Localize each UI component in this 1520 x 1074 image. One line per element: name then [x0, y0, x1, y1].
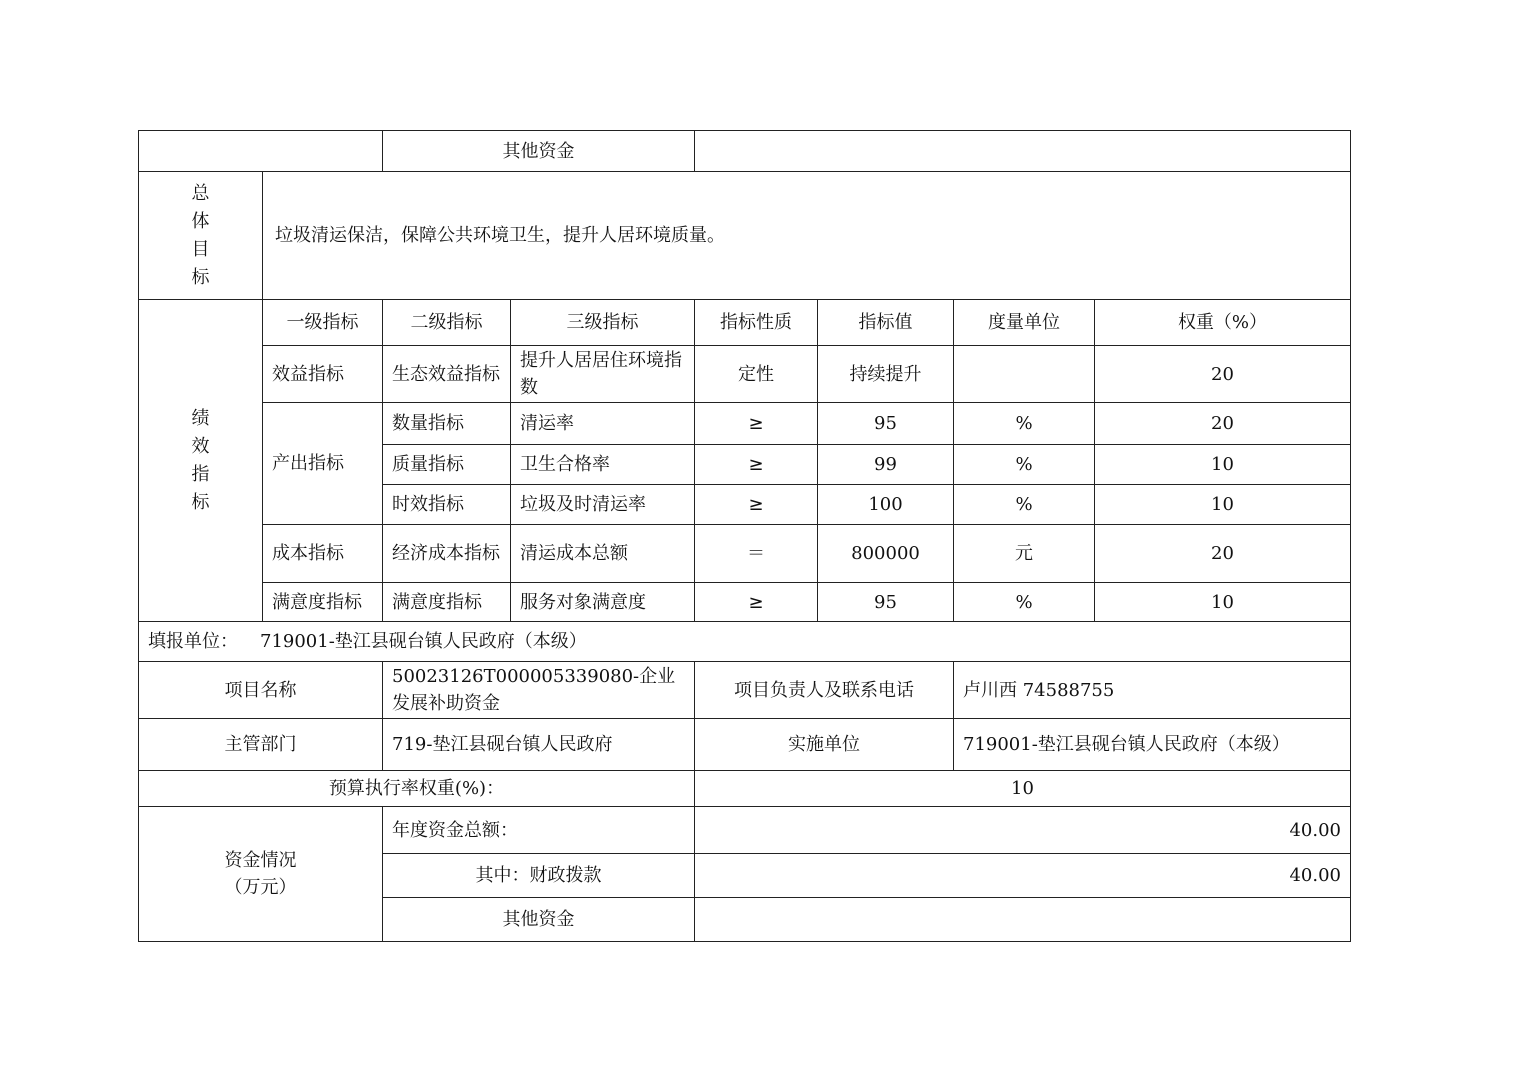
- goal-row: [139, 172, 1351, 300]
- unit-cell: %: [954, 583, 1095, 622]
- table-row: [139, 346, 1351, 403]
- value-cell: 99: [818, 445, 954, 485]
- annual-total-value: 40.00: [695, 807, 1351, 854]
- reporting-unit: [139, 622, 1351, 662]
- weight-cell: 10: [1095, 485, 1351, 525]
- dept-row: [139, 719, 1351, 771]
- goal-label: 总 体 目 标: [139, 172, 263, 300]
- reporting-unit-value: 719001-垫江县砚台镇人民政府（本级）: [260, 631, 587, 652]
- level1-output: 产出指标: [263, 403, 383, 525]
- project-name-value: 50023126T000005339080-企业发展补助资金: [383, 662, 695, 719]
- funds-total-row: [139, 807, 1351, 854]
- nature-cell: ≥: [695, 445, 818, 485]
- weight-cell: 20: [1095, 346, 1351, 403]
- annual-total-label: 年度资金总额：: [383, 807, 695, 854]
- level2-cell: 数量指标: [383, 403, 511, 445]
- impl-unit-label: 实施单位: [695, 719, 954, 771]
- project-name-row: [139, 662, 1351, 719]
- header-level1: 一级指标: [263, 300, 383, 346]
- weight-cell: 20: [1095, 403, 1351, 445]
- level2-cell: 经济成本指标: [383, 525, 511, 583]
- performance-target-form: [138, 130, 1350, 942]
- reporting-unit-row: [139, 622, 1351, 662]
- nature-cell: ＝: [695, 525, 818, 583]
- budget-rate-row: [139, 771, 1351, 807]
- project-name-label: 项目名称: [139, 662, 383, 719]
- goal-text: 垃圾清运保洁，保障公共环境卫生，提升人居环境质量。: [263, 172, 1351, 300]
- header-value: 指标值: [818, 300, 954, 346]
- budget-rate-value: 10: [695, 771, 1351, 807]
- level1-benefit: 效益指标: [263, 346, 383, 403]
- dept-value: 719-垫江县砚台镇人民政府: [383, 719, 695, 771]
- top-other-funds-value: [695, 131, 1351, 172]
- header-weight: 权重（%）: [1095, 300, 1351, 346]
- header-level3: 三级指标: [511, 300, 695, 346]
- table-row: [139, 583, 1351, 622]
- other-funds-label: 其他资金: [383, 898, 695, 942]
- other-funds-value: [695, 898, 1351, 942]
- value-cell: 持续提升: [818, 346, 954, 403]
- value-cell: 800000: [818, 525, 954, 583]
- dept-label: 主管部门: [139, 719, 383, 771]
- weight-cell: 10: [1095, 583, 1351, 622]
- nature-cell: ≥: [695, 403, 818, 445]
- weight-cell: 20: [1095, 525, 1351, 583]
- unit-cell: [954, 346, 1095, 403]
- header-unit: 度量单位: [954, 300, 1095, 346]
- table-row: [139, 403, 1351, 445]
- level3-cell: 垃圾及时清运率: [511, 485, 695, 525]
- fiscal-label: 其中：财政拨款: [383, 854, 695, 898]
- budget-rate-label: 预算执行率权重(%)：: [139, 771, 695, 807]
- unit-cell: %: [954, 445, 1095, 485]
- header-nature: 指标性质: [695, 300, 818, 346]
- nature-cell: ≥: [695, 583, 818, 622]
- perf-header-row: [139, 300, 1351, 346]
- unit-cell: %: [954, 485, 1095, 525]
- level3-cell: 清运成本总额: [511, 525, 695, 583]
- header-level2: 二级指标: [383, 300, 511, 346]
- level2-cell: 满意度指标: [383, 583, 511, 622]
- project-manager-value: 卢川西 74588755: [954, 662, 1351, 719]
- fiscal-value: 40.00: [695, 854, 1351, 898]
- level2-cell: 时效指标: [383, 485, 511, 525]
- unit-cell: 元: [954, 525, 1095, 583]
- value-cell: 100: [818, 485, 954, 525]
- nature-cell: 定性: [695, 346, 818, 403]
- perf-label: 绩 效 指 标: [139, 300, 263, 622]
- performance-table: [138, 130, 1351, 942]
- level3-cell: 提升人居居住环境指数: [511, 346, 695, 403]
- impl-unit-value: 719001-垫江县砚台镇人民政府（本级）: [954, 719, 1351, 771]
- value-cell: 95: [818, 583, 954, 622]
- level1-satisfaction: 满意度指标: [263, 583, 383, 622]
- level2-cell: 生态效益指标: [383, 346, 511, 403]
- unit-cell: %: [954, 403, 1095, 445]
- top-other-funds-row: [139, 131, 1351, 172]
- table-row: [139, 525, 1351, 583]
- level3-cell: 卫生合格率: [511, 445, 695, 485]
- value-cell: 95: [818, 403, 954, 445]
- top-empty-cell: [139, 131, 383, 172]
- level1-cost: 成本指标: [263, 525, 383, 583]
- project-manager-label: 项目负责人及联系电话: [695, 662, 954, 719]
- top-other-funds-label: 其他资金: [383, 131, 695, 172]
- level2-cell: 质量指标: [383, 445, 511, 485]
- level3-cell: 服务对象满意度: [511, 583, 695, 622]
- level3-cell: 清运率: [511, 403, 695, 445]
- weight-cell: 10: [1095, 445, 1351, 485]
- nature-cell: ≥: [695, 485, 818, 525]
- funds-label: 资金情况 （万元）: [139, 807, 383, 942]
- reporting-unit-label: 填报单位：: [148, 631, 238, 652]
